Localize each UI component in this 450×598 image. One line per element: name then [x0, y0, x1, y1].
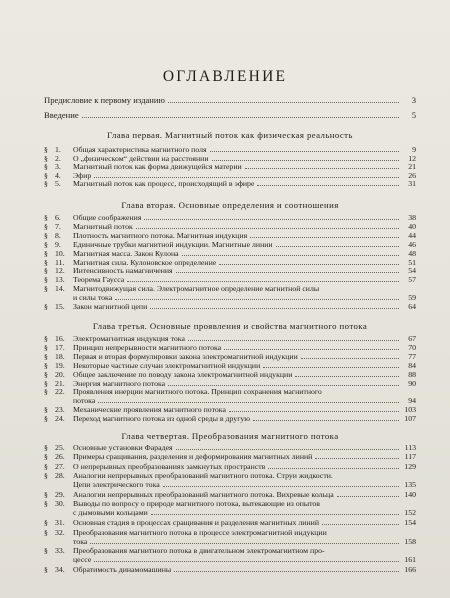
section-sign: § [44, 387, 48, 397]
section-number: 17. [55, 342, 65, 352]
entry-page: 54 [408, 266, 416, 276]
dot-leader [276, 246, 399, 247]
entry-text: Предисловие к первому изданию [44, 95, 165, 105]
toc-entry-introduction[interactable] [44, 110, 416, 120]
section-sign: § [44, 239, 48, 249]
section-sign: § [44, 369, 48, 379]
section-sign: § [44, 414, 48, 424]
section-sign: § [44, 230, 48, 240]
toc-entry[interactable] [44, 379, 416, 388]
section-sign: § [44, 145, 48, 154]
entry-text: Магнитодвижущая сила. Электромагнитное определение магнитной силы [73, 284, 320, 294]
entry-page: 12 [408, 153, 416, 163]
section-number: 27. [55, 461, 65, 471]
section-sign: § [44, 378, 48, 388]
section-sign: § [44, 546, 48, 556]
section-number: 20. [55, 369, 65, 379]
section-sign: § [44, 499, 48, 509]
section-sign: § [44, 360, 48, 370]
entry-text: Единичные трубки магнитной индукции. Магнитные линии [73, 239, 273, 249]
entry-text: Плотность магнитного потока. Магнитная индукция [73, 230, 248, 240]
toc-entry[interactable] [44, 462, 416, 471]
entry-text: Выводы по вопросу о природе магнитного потока, вытекающие из опытов [73, 499, 320, 509]
entry-text: Электромагнитная индукция тока [73, 334, 185, 343]
section-sign: § [44, 257, 48, 267]
entry-page: 57 [408, 275, 416, 285]
dot-leader [257, 185, 399, 186]
dot-leader [253, 420, 399, 421]
entry-page: 94 [408, 396, 416, 406]
dot-leader [176, 272, 399, 273]
entry-page: 5 [411, 110, 416, 120]
entry-page: 40 [408, 221, 416, 231]
entry-page: 113 [404, 443, 416, 452]
section-number: 12. [55, 266, 65, 276]
dot-leader [176, 449, 399, 450]
entry-text-continued: и силы тока [73, 293, 113, 303]
section-sign: § [44, 342, 48, 352]
toc-entry[interactable] [44, 518, 416, 527]
entry-page: 158 [404, 536, 416, 546]
entry-page: 9 [412, 145, 416, 154]
entry-text-continued: с дымовыми кольцами [73, 508, 148, 518]
toc-entry[interactable] [44, 370, 416, 379]
entry-page: 21 [408, 162, 416, 171]
section-sign: § [44, 275, 48, 285]
dot-leader [90, 543, 399, 544]
entry-text: Проявления инерции магнитного потока. Принцип сохранения магнитного [73, 387, 322, 397]
entry-page: 88 [408, 369, 416, 379]
entry-page: 77 [408, 351, 416, 361]
section-sign: § [44, 527, 48, 537]
entry-text: Переход магнитного потока из одной среды в другую [73, 414, 251, 424]
section-number: 29. [55, 490, 65, 499]
entry-text: Общее заключение по поводу закона электромагнитной индукции [73, 369, 293, 379]
section-number: 2. [55, 153, 61, 163]
section-number: 14. [55, 284, 65, 294]
toc-entry[interactable] [44, 179, 416, 188]
dot-leader [250, 237, 399, 238]
section-number: 8. [55, 230, 61, 240]
entry-text: Магнитный поток [73, 221, 133, 231]
section-sign: § [44, 179, 48, 188]
entry-text: Интенсивность намагничения [73, 266, 173, 276]
dot-leader [188, 340, 399, 341]
section-sign: § [44, 162, 48, 171]
toc-entry[interactable] [44, 490, 416, 499]
entry-text: Магнитный поток как процесс, происходящий в эфире [73, 179, 255, 188]
dot-leader [224, 349, 399, 350]
toc-entry-preface[interactable] [44, 95, 416, 105]
entry-text-continued: потока [73, 396, 96, 406]
dot-leader [144, 219, 399, 220]
toc-entry[interactable] [44, 361, 416, 370]
chapter-heading-3: Глава третья. Основные проявления и свойства магнитного потока [92, 321, 368, 331]
section-number: 19. [55, 360, 65, 370]
section-sign: § [44, 452, 48, 462]
section-sign: § [44, 490, 48, 499]
chapter-heading-4: Глава четвертая. Преобразования магнитного потока [121, 431, 339, 441]
entry-page: 152 [404, 508, 416, 518]
entry-page: 38 [408, 213, 416, 222]
entry-page: 140 [404, 490, 416, 499]
entry-text: Аналогии непрерывных преобразований магнитного потока. Вихревые кольца [73, 490, 334, 499]
section-number: 4. [55, 170, 61, 180]
entry-text: Некоторые частные случаи электромагнитной индукции [73, 360, 261, 370]
entry-text: Общая характеристика магнитного поля [73, 145, 207, 154]
section-sign: § [44, 284, 48, 294]
section-number: 11. [55, 257, 65, 267]
toc-entry[interactable] [44, 343, 416, 352]
toc-entry[interactable] [44, 249, 416, 258]
section-number: 26. [55, 452, 65, 462]
section-number: 33. [55, 546, 65, 556]
section-number: 24. [55, 414, 65, 424]
entry-text: Магнитная масса. Закон Кулона [73, 248, 179, 258]
toc-entry[interactable] [44, 414, 416, 423]
entry-text: Механические проявления магнитного потока [73, 405, 226, 415]
section-number: 5. [55, 179, 61, 188]
entry-text-continued: цессе [73, 555, 92, 565]
dot-leader [337, 496, 399, 497]
entry-text: Основная стадия в процессах сращивания и разделения магнитных линий [73, 518, 319, 528]
entry-page: 3 [411, 95, 416, 105]
section-number: 3. [55, 162, 61, 171]
entry-page: 70 [408, 342, 416, 352]
entry-page: 129 [404, 461, 416, 471]
section-number: 25. [55, 443, 65, 452]
entry-page: 107 [404, 414, 416, 424]
dot-leader [301, 358, 399, 359]
entry-text: Энергия магнитного потока [73, 378, 166, 388]
entry-text: Преобразования магнитного потока в двигательном электромагнитном про- [73, 546, 325, 556]
entry-page: 44 [408, 230, 416, 240]
dot-leader [168, 385, 399, 386]
toc-entry[interactable] [44, 471, 416, 489]
toc-entry[interactable] [44, 275, 416, 284]
section-sign: § [44, 248, 48, 258]
section-number: 22. [55, 387, 65, 397]
dot-leader [94, 561, 399, 562]
section-number: 9. [55, 239, 61, 249]
entry-page: 26 [408, 170, 416, 180]
dot-leader [82, 117, 399, 118]
dot-leader [151, 514, 399, 515]
dot-leader [295, 376, 399, 377]
dot-leader [212, 160, 399, 161]
toc-entry[interactable] [44, 565, 416, 574]
section-number: 21. [55, 378, 65, 388]
dot-leader [219, 264, 399, 265]
toc-entry[interactable] [44, 231, 416, 240]
section-sign: § [44, 405, 48, 415]
dot-leader [127, 281, 399, 282]
entry-page: 135 [404, 480, 416, 490]
entry-page: 59 [408, 293, 416, 303]
entry-text: Аналогии непрерывных преобразований магнитного потока. Струи жидкости. [73, 471, 333, 481]
toc-entry[interactable] [44, 499, 416, 517]
toc-entry[interactable] [44, 352, 416, 361]
section-sign: § [44, 153, 48, 163]
entry-text: Преобразования магнитного потока в процессе электромагнитной индукции [73, 527, 327, 537]
section-sign: § [44, 221, 48, 231]
dot-leader [98, 402, 399, 403]
toc-entry[interactable] [44, 302, 416, 311]
section-number: 10. [55, 248, 65, 258]
entry-text: Первая и вторая формулировки закона электромагнитной индукции [73, 351, 298, 361]
dot-leader [168, 102, 399, 103]
toc-entry[interactable] [44, 334, 416, 343]
dot-leader [150, 308, 399, 309]
entry-page: 51 [408, 257, 416, 267]
entry-page: 90 [408, 378, 416, 388]
entry-page: 154 [404, 518, 416, 528]
section-number: 18. [55, 351, 65, 361]
entry-text: Принцип непрерывности магнитного потока [73, 342, 222, 352]
dot-leader [322, 524, 399, 525]
section-sign: § [44, 213, 48, 222]
toc-entry[interactable] [44, 266, 416, 275]
section-number: 31. [55, 518, 65, 528]
section-sign: § [44, 170, 48, 180]
entry-page: 166 [404, 565, 416, 575]
section-number: 15. [55, 302, 65, 311]
section-sign: § [44, 471, 48, 481]
entry-text: Эфир [73, 170, 92, 180]
toc-entry[interactable] [44, 387, 416, 405]
section-sign: § [44, 565, 48, 575]
dot-leader [174, 571, 399, 572]
section-sign: § [44, 461, 48, 471]
toc-entry[interactable] [44, 546, 416, 564]
dot-leader [245, 168, 399, 169]
toc-entry[interactable] [44, 405, 416, 414]
entry-text: Обратимость динамомашины [73, 565, 172, 575]
section-number: 13. [55, 275, 65, 285]
dot-leader [182, 255, 399, 256]
chapter-heading-1: Глава первая. Магнитный поток как физическая реальность [107, 130, 353, 140]
toc-entry[interactable] [44, 240, 416, 249]
toc-entry[interactable] [44, 284, 416, 302]
dot-leader [268, 468, 399, 469]
section-sign: § [44, 443, 48, 452]
entry-text-continued: Цепи электрического тока [73, 480, 160, 490]
entry-page: 46 [408, 239, 416, 249]
section-number: 6. [55, 213, 61, 222]
entry-page: 103 [404, 405, 416, 415]
entry-text: Теорема Гаусса [73, 275, 125, 285]
entry-text-continued: тока [73, 536, 88, 546]
entry-page: 84 [408, 360, 416, 370]
entry-text: О „физическом“ действии на расстоянии [73, 153, 209, 163]
section-number: 30. [55, 499, 65, 509]
dot-leader [263, 367, 399, 368]
entry-text: Закон магнитной цепи [73, 302, 148, 311]
dot-leader [315, 458, 399, 459]
entry-page: 31 [408, 179, 416, 188]
section-number: 1. [55, 145, 61, 154]
entry-text: Общие соображения [73, 213, 142, 222]
section-sign: § [44, 302, 48, 311]
entry-page: 48 [408, 248, 416, 258]
page-title: ОГЛАВЛЕНИЕ [162, 68, 288, 85]
section-sign: § [44, 518, 48, 528]
entry-text: Магнитная сила. Кулоновское определение [73, 257, 217, 267]
section-number: 23. [55, 405, 65, 415]
section-number: 16. [55, 334, 65, 343]
dot-leader [94, 177, 399, 178]
section-sign: § [44, 266, 48, 276]
dot-leader [210, 151, 399, 152]
section-sign: § [44, 351, 48, 361]
chapter-heading-2: Глава вторая. Основные определения и соотношения [121, 200, 339, 210]
dot-leader [115, 299, 399, 300]
toc-entry[interactable] [44, 452, 416, 461]
toc-entry[interactable] [44, 213, 416, 222]
section-number: 28. [55, 471, 65, 481]
section-sign: § [44, 334, 48, 343]
toc-entry[interactable] [44, 443, 416, 452]
entry-page: 64 [408, 302, 416, 311]
section-number: 32. [55, 527, 65, 537]
entry-text: Основные установки Фарадея [73, 443, 173, 452]
entry-page: 117 [404, 452, 416, 462]
section-number: 7. [55, 221, 61, 231]
entry-text: Примеры сращивания, разделения и деформирования магнитных линий [73, 452, 313, 462]
dot-leader [163, 486, 399, 487]
toc-entry[interactable] [44, 258, 416, 267]
entry-text: Магнитный поток как форма движущейся материи [73, 162, 242, 171]
toc-entry[interactable] [44, 222, 416, 231]
entry-page: 161 [404, 555, 416, 565]
toc-entry[interactable] [44, 528, 416, 546]
section-number: 34. [55, 565, 65, 575]
entry-text: О непрерывных преобразованиях замкнутых пространств [73, 461, 266, 471]
entry-text: Введение [44, 110, 79, 120]
entry-page: 67 [408, 334, 416, 343]
dot-leader [136, 228, 399, 229]
dot-leader [229, 411, 399, 412]
